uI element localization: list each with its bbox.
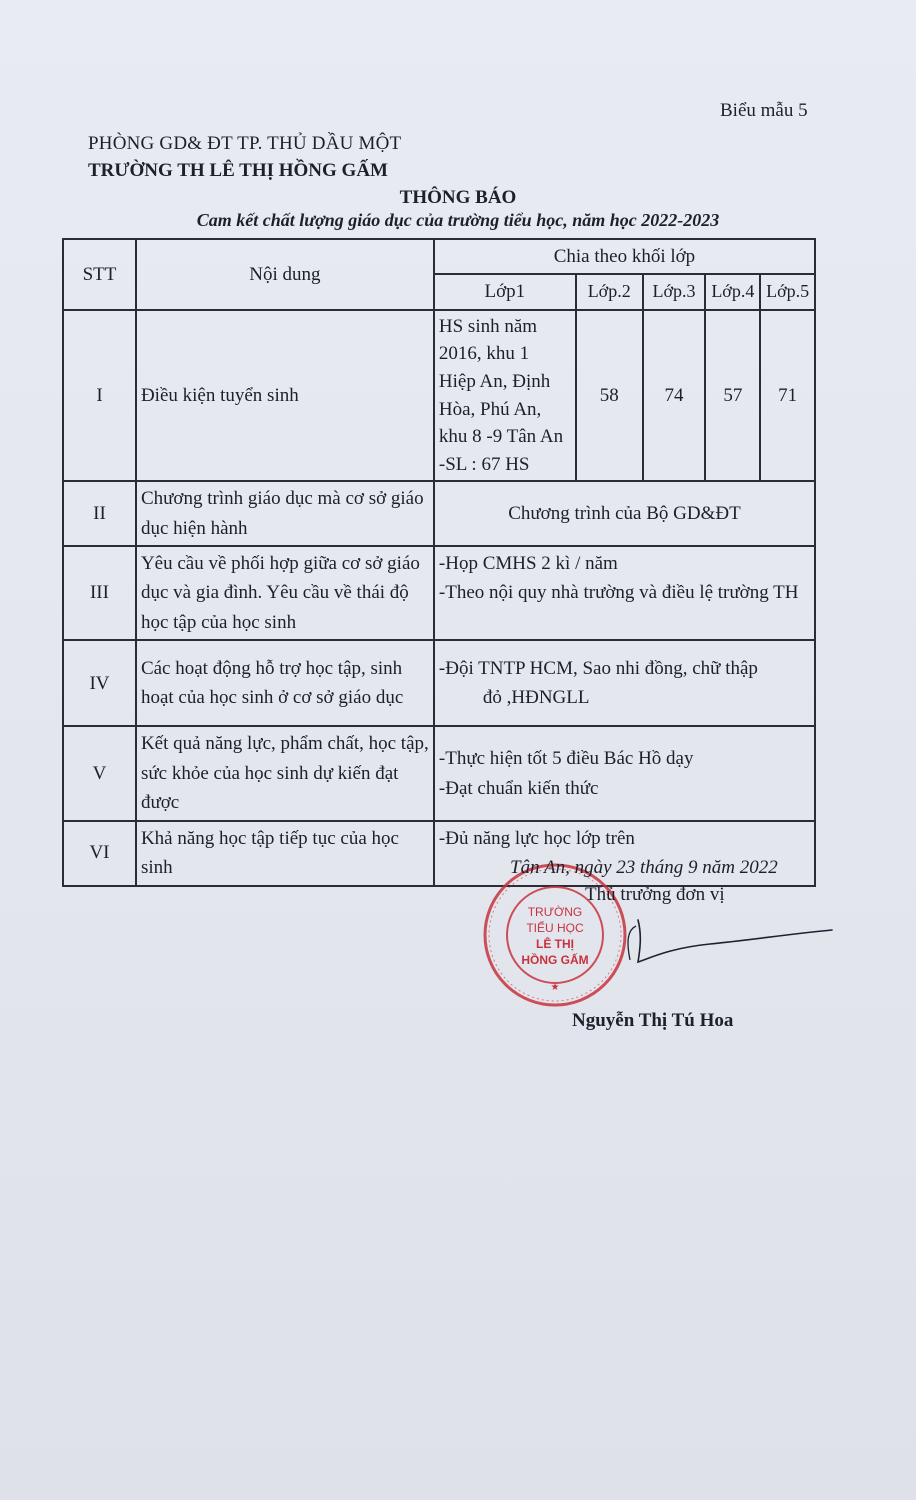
signer-name: Nguyễn Thị Tú Hoa	[572, 1010, 734, 1031]
row-stt: I	[63, 310, 136, 481]
detail-line: -Đạt chuẩn kiến thức	[438, 777, 599, 799]
table-row	[63, 640, 815, 726]
row-detail	[434, 726, 815, 820]
header-grade-4: Lớp.4	[705, 274, 760, 309]
grade4-count: 57	[705, 310, 760, 481]
header-grade-5: Lớp.5	[760, 274, 815, 309]
header-grade-3: Lớp.3	[643, 274, 706, 309]
detail-line: -Thực hiện tốt 5 điều Bác Hồ dạy	[438, 748, 694, 770]
row-stt: VI	[63, 821, 136, 886]
detail-line: đỏ ,HĐNGLL	[482, 687, 590, 709]
form-number: Biểu mẫu 5	[720, 100, 808, 121]
header-grade-1: Lớp1	[434, 274, 576, 309]
row-content: Điều kiện tuyển sinh	[136, 310, 434, 481]
detail-line: -Đủ năng lực học lớp trên	[438, 827, 635, 849]
table-row	[63, 546, 815, 640]
grade2-count: 58	[576, 310, 643, 481]
date-line: Tân An, ngày 23 tháng 9 năm 2022	[510, 857, 778, 878]
row-detail: Chương trình của Bộ GD&ĐT	[434, 481, 815, 546]
table-row	[63, 481, 815, 546]
table-row	[63, 310, 815, 481]
row-stt: II	[63, 481, 136, 546]
header-grade-2: Lớp.2	[576, 274, 643, 309]
stamp-star-icon: ★	[550, 982, 560, 993]
header-stt: STT	[63, 239, 136, 310]
row-content: Yêu cầu về phối hợp giữa cơ sở giáo dục và gia đình. Yêu cầu về thái độ học tập của học sinh	[136, 546, 434, 640]
school-name: TRƯỜNG TH LÊ THỊ HỒNG GẤM	[88, 160, 388, 181]
detail-line: -Theo nội quy nhà trường và điều lệ trường TH	[438, 582, 799, 604]
stamp-line: TIỂU HỌC	[526, 921, 584, 935]
grade1-detail: HS sinh năm 2016, khu 1 Hiệp An, Định Hòa, Phú An, khu 8 -9 Tân An -SL : 67 HS	[434, 310, 576, 481]
row-stt: V	[63, 726, 136, 820]
row-stt: III	[63, 546, 136, 640]
department-name: PHÒNG GD& ĐT TP. THỦ DẦU MỘT	[88, 133, 402, 154]
detail-line: -Đội TNTP HCM, Sao nhi đồng, chữ thập	[438, 657, 758, 679]
signer-title: Thủ trưởng đơn vị	[585, 884, 725, 905]
header-grade-group: Chia theo khối lớp	[434, 239, 815, 274]
row-content: Chương trình giáo dục mà cơ sở giáo dục hiện hành	[136, 481, 434, 546]
document-subtitle: Cam kết chất lượng giáo dục của trường tiểu học, năm học 2022-2023	[196, 210, 720, 230]
detail-line: -Họp CMHS 2 kì / năm	[438, 553, 618, 575]
row-content: Khả năng học tập tiếp tục của học sinh	[136, 821, 434, 886]
stamp-line: TRƯỜNG	[527, 905, 583, 919]
stamp-line: LÊ THỊ	[536, 937, 574, 951]
row-content: Kết quả năng lực, phẩm chất, học tập, sức khỏe của học sinh dự kiến đạt được	[136, 726, 434, 820]
row-content: Các hoạt động hỗ trợ học tập, sinh hoạt của học sinh ở cơ sở giáo dục	[136, 640, 434, 726]
commitment-table	[62, 238, 816, 887]
row-detail	[434, 546, 815, 640]
header-content: Nội dung	[136, 239, 434, 310]
row-stt: IV	[63, 640, 136, 726]
handwritten-signature	[600, 900, 840, 990]
grade3-count: 74	[643, 310, 706, 481]
row-detail	[434, 640, 815, 726]
stamp-line: HỒNG GẤM	[521, 953, 589, 967]
document-title: THÔNG BÁO	[399, 187, 517, 208]
table-row	[63, 726, 815, 820]
grade5-count: 71	[760, 310, 815, 481]
